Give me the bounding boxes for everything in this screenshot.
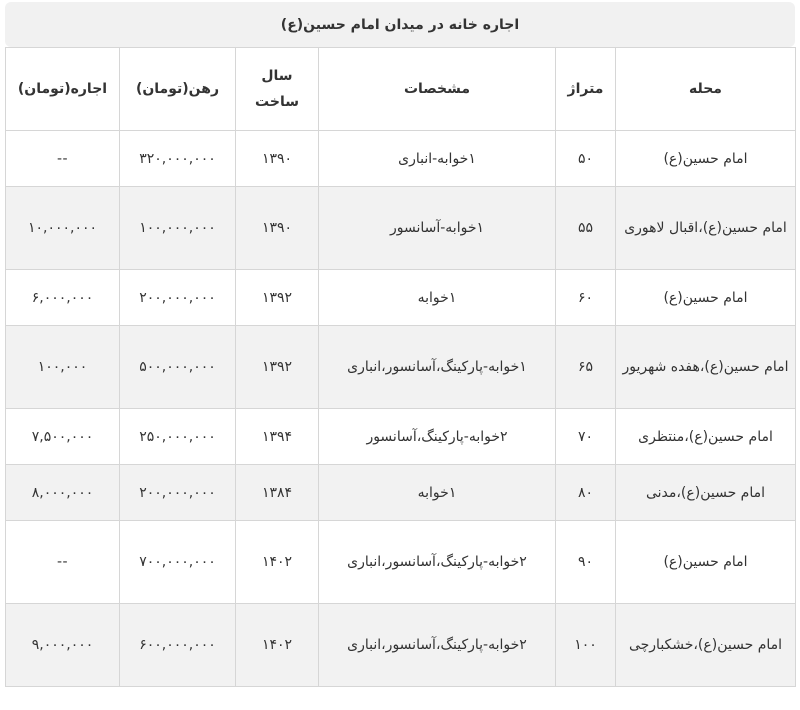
- header-area: متراژ: [556, 48, 616, 131]
- header-deposit: رهن(تومان): [120, 48, 236, 131]
- table-row: [6, 521, 796, 604]
- cell-features: ۱خوابه: [319, 270, 556, 326]
- cell-deposit: ۲۰۰,۰۰۰,۰۰۰: [120, 270, 236, 326]
- table-row: [6, 409, 796, 465]
- cell-neighborhood: امام حسین(ع): [616, 521, 796, 604]
- cell-year: ۱۴۰۲: [236, 604, 319, 687]
- cell-neighborhood: امام حسین(ع)،مدنی: [616, 465, 796, 521]
- cell-area: ۵۵: [556, 187, 616, 270]
- rent-table: [5, 47, 796, 687]
- cell-deposit: ۶۰۰,۰۰۰,۰۰۰: [120, 604, 236, 687]
- cell-neighborhood: امام حسین(ع): [616, 131, 796, 187]
- table-row: [6, 465, 796, 521]
- cell-features: ۲خوابه-پارکینگ،آسانسور،انباری: [319, 604, 556, 687]
- cell-year: ۱۳۹۲: [236, 270, 319, 326]
- cell-deposit: ۳۲۰,۰۰۰,۰۰۰: [120, 131, 236, 187]
- cell-features: ۲خوابه-پارکینگ،آسانسور،انباری: [319, 521, 556, 604]
- cell-area: ۸۰: [556, 465, 616, 521]
- cell-area: ۶۰: [556, 270, 616, 326]
- cell-rent: ۸,۰۰۰,۰۰۰: [6, 465, 120, 521]
- table-row: [6, 187, 796, 270]
- cell-rent: ۶,۰۰۰,۰۰۰: [6, 270, 120, 326]
- header-neighborhood: محله: [616, 48, 796, 131]
- cell-year: ۱۳۸۴: [236, 465, 319, 521]
- cell-features: ۱خوابه-آسانسور: [319, 187, 556, 270]
- cell-features: ۱خوابه-پارکینگ،آسانسور،انباری: [319, 326, 556, 409]
- table-row: [6, 131, 796, 187]
- cell-rent: ۹,۰۰۰,۰۰۰: [6, 604, 120, 687]
- table-row: [6, 270, 796, 326]
- cell-year: ۱۴۰۲: [236, 521, 319, 604]
- cell-area: ۵۰: [556, 131, 616, 187]
- cell-year: ۱۳۹۲: [236, 326, 319, 409]
- header-row: [6, 48, 796, 131]
- header-rent: اجاره(تومان): [6, 48, 120, 131]
- cell-neighborhood: امام حسین(ع): [616, 270, 796, 326]
- cell-area: ۶۵: [556, 326, 616, 409]
- cell-neighborhood: امام حسین(ع)،منتظری: [616, 409, 796, 465]
- table-title: اجاره خانه در میدان امام حسین(ع): [5, 2, 795, 47]
- cell-year: ۱۳۹۰: [236, 131, 319, 187]
- cell-rent: --: [6, 131, 120, 187]
- cell-deposit: ۲۵۰,۰۰۰,۰۰۰: [120, 409, 236, 465]
- cell-features: ۱خوابه: [319, 465, 556, 521]
- cell-neighborhood: امام حسین(ع)،هفده شهریور: [616, 326, 796, 409]
- cell-year: ۱۳۹۴: [236, 409, 319, 465]
- cell-deposit: ۲۰۰,۰۰۰,۰۰۰: [120, 465, 236, 521]
- cell-features: ۲خوابه-پارکینگ،آسانسور: [319, 409, 556, 465]
- header-year: سال ساخت: [236, 48, 319, 131]
- cell-neighborhood: امام حسین(ع)،خشکبارچی: [616, 604, 796, 687]
- cell-area: ۱۰۰: [556, 604, 616, 687]
- cell-rent: ۱۰۰,۰۰۰: [6, 326, 120, 409]
- cell-deposit: ۵۰۰,۰۰۰,۰۰۰: [120, 326, 236, 409]
- cell-deposit: ۱۰۰,۰۰۰,۰۰۰: [120, 187, 236, 270]
- cell-rent: --: [6, 521, 120, 604]
- header-features: مشخصات: [319, 48, 556, 131]
- cell-neighborhood: امام حسین(ع)،اقبال لاهوری: [616, 187, 796, 270]
- cell-area: ۹۰: [556, 521, 616, 604]
- cell-features: ۱خوابه-انباری: [319, 131, 556, 187]
- table-row: [6, 326, 796, 409]
- cell-rent: ۷,۵۰۰,۰۰۰: [6, 409, 120, 465]
- table-row: [6, 604, 796, 687]
- cell-rent: ۱۰,۰۰۰,۰۰۰: [6, 187, 120, 270]
- cell-deposit: ۷۰۰,۰۰۰,۰۰۰: [120, 521, 236, 604]
- cell-area: ۷۰: [556, 409, 616, 465]
- cell-year: ۱۳۹۰: [236, 187, 319, 270]
